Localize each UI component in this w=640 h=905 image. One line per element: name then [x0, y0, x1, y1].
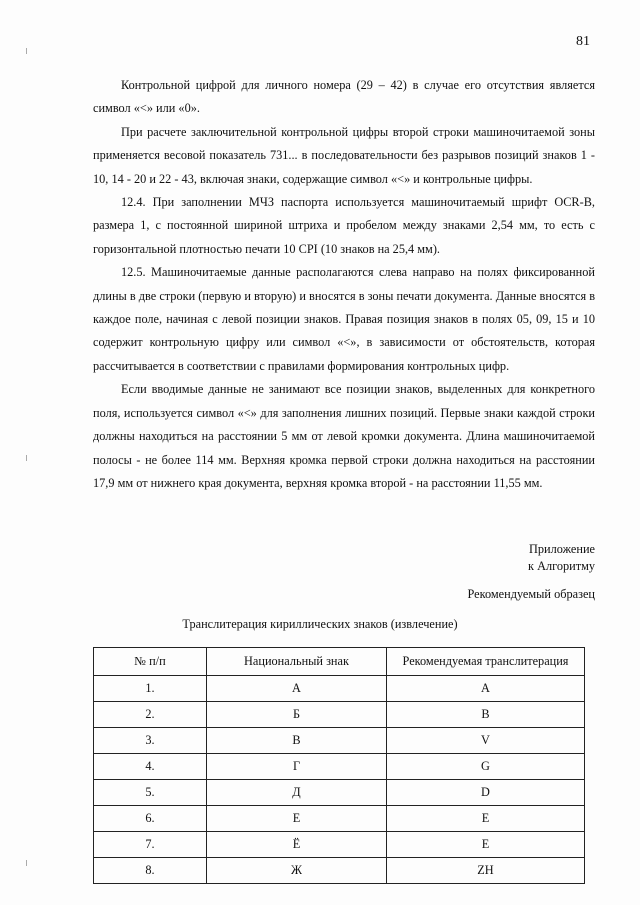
header-number: № п/п: [94, 648, 207, 676]
cell-number: 3.: [94, 728, 207, 754]
cell-transliteration: E: [387, 832, 585, 858]
cell-transliteration: B: [387, 702, 585, 728]
cell-national-sign: Б: [207, 702, 387, 728]
cell-number: 1.: [94, 676, 207, 702]
appendix-label: [528, 541, 595, 575]
table-header-row: [94, 648, 585, 676]
table-row: [94, 832, 585, 858]
table-row: [94, 676, 585, 702]
header-national-sign: Национальный знак: [207, 648, 387, 676]
table-title: Транслитерация кириллических знаков (извлечение): [182, 617, 458, 631]
paragraph-control-digit: Контрольной цифрой для личного номера (29 – 42) в случае его отсутствия является символ «<» или «0».: [93, 78, 595, 116]
cell-number: 4.: [94, 754, 207, 780]
table-row: [94, 754, 585, 780]
cell-number: 2.: [94, 702, 207, 728]
cell-transliteration: ZH: [387, 858, 585, 884]
table-row: [94, 806, 585, 832]
paragraph-weight: При расчете заключительной контрольной цифры второй строки машиночитаемой зоны применяется весовой показатель 731... в последовательности без разрывов позиций знаков 1 - 10, 14 - 20 и 22 - 43, включая знаки, содержащие символ «<» и контрольные цифры.: [93, 124, 595, 186]
cell-national-sign: А: [207, 676, 387, 702]
scan-margin-mark: [26, 860, 27, 866]
cell-transliteration: V: [387, 728, 585, 754]
transliteration-table: [93, 647, 585, 884]
table-row: [94, 728, 585, 754]
cell-transliteration: E: [387, 806, 585, 832]
appendix-line-2: к Алгоритму: [528, 559, 595, 573]
cell-transliteration: D: [387, 780, 585, 806]
cell-national-sign: Ж: [207, 858, 387, 884]
cell-number: 8.: [94, 858, 207, 884]
cell-transliteration: A: [387, 676, 585, 702]
recommended-sample-label: Рекомендуемый образец: [467, 587, 595, 601]
paragraph-fill: Если вводимые данные не занимают все позиции знаков, выделенных для конкретного поля, используется символ «<» для заполнения лишних позиций. Первые знаки каждой строки должны находиться на расстоянии 5 мм от левой кромки документа. Длина машиночитаемой полосы - не более 114 мм. Верхняя кромка первой строки должна находиться на расстоянии 17,9 мм от нижнего края документа, верхняя кромка второй - на расстоянии 11,55 мм.: [93, 382, 595, 490]
scan-margin-mark: [26, 48, 27, 54]
cell-number: 7.: [94, 832, 207, 858]
appendix-line-1: Приложение: [529, 542, 595, 556]
table-row: [94, 780, 585, 806]
table-row: [94, 702, 585, 728]
cell-national-sign: Е: [207, 806, 387, 832]
cell-national-sign: В: [207, 728, 387, 754]
cell-national-sign: Ё: [207, 832, 387, 858]
cell-number: 5.: [94, 780, 207, 806]
scan-margin-mark: [26, 455, 27, 461]
cell-national-sign: Г: [207, 754, 387, 780]
body-text: [93, 74, 595, 495]
page-number: 81: [576, 34, 590, 49]
cell-transliteration: G: [387, 754, 585, 780]
cell-number: 6.: [94, 806, 207, 832]
paragraph-12-4: 12.4. При заполнении МЧЗ паспорта используется машиночитаемый шрифт OCR-B, размера 1, с постоянной шириной штриха и пробелом между знаками 2,54 мм, то есть с горизонтальной плотностью печати 10 CPI (10 знаков на 25,4 мм).: [93, 195, 595, 256]
table-row: [94, 858, 585, 884]
header-transliteration: Рекомендуемая транслитерация: [387, 648, 585, 676]
paragraph-12-5: 12.5. Машиночитаемые данные располагаются слева направо на полях фиксированной длины в две строки (первую и вторую) и вносятся в зоны печати документа. Данные вносятся в каждое поле, начиная с левой позиции знаков. Правая позиция знаков в полях 05, 09, 15 и 10 содержит контрольную цифру или символ «<», в зависимости от обстоятельств, которая рассчитывается в соответствии с правилами формирования контрольных цифр.: [93, 265, 595, 373]
cell-national-sign: Д: [207, 780, 387, 806]
